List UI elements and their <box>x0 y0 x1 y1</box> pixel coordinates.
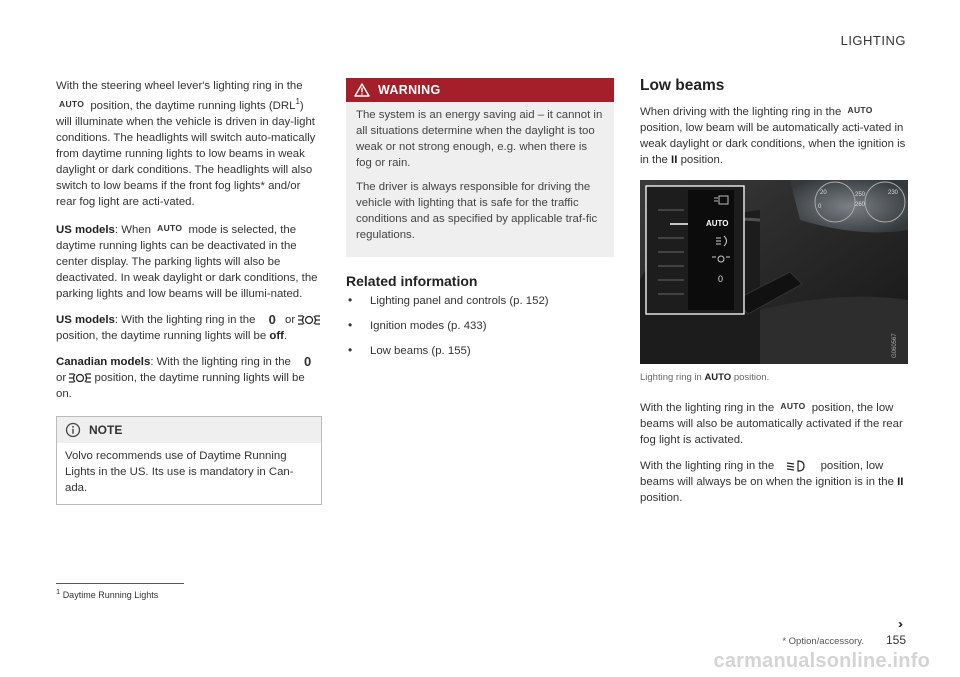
low-beam-icon <box>787 460 813 472</box>
us1-text-b: mode is selected, the daytime running lights can be deactivated in the center display. The parking lights will also be deactivated. In weak daylight or dark conditions, the parking lights and low beams will be illumi-nated. <box>56 224 318 300</box>
lb3-text-a: With the lighting ring in the <box>640 460 775 472</box>
next-page-arrows[interactable]: ›› <box>898 617 900 631</box>
lb2-text-a: With the lighting ring in the <box>640 402 775 414</box>
lb1-text-b: position, low beam will be automatically acti-vated in weak daylight or dark conditions, when the ignition is in the <box>640 122 906 166</box>
footnote-divider <box>56 583 184 584</box>
caption-auto: AUTO <box>704 372 732 383</box>
ca-or: or <box>56 372 67 385</box>
gauge-label: 0 <box>818 204 822 210</box>
gauge-label: 230 <box>888 190 899 196</box>
low-beams-paragraph-3 <box>640 458 908 506</box>
ring-label-auto: AUTO <box>706 219 729 228</box>
ring-label-zero: 0 <box>718 274 724 284</box>
us2-text-b: position, the daytime running lights will be <box>56 330 267 343</box>
low-beams-paragraph-1 <box>640 102 908 168</box>
note-title: NOTE <box>89 423 123 438</box>
note-header <box>57 417 321 443</box>
us2-end: . <box>283 330 288 343</box>
warning-body <box>346 102 614 257</box>
warning-box <box>346 78 614 257</box>
warning-paragraph-1: The system is an energy saving aid – it cannot in all situations determine when the daylight is too weak or not strong enough, e.g. when there is fog or rain. <box>356 109 603 169</box>
caption-text-b: position. <box>733 372 770 383</box>
us-models-paragraph-2 <box>56 312 322 344</box>
us1-text-a: : When <box>114 224 151 236</box>
parking-light-icon <box>298 314 320 326</box>
related-link-ignition-modes[interactable]: • Ignition modes (p. 433) <box>346 318 614 334</box>
info-icon <box>65 422 81 438</box>
canadian-models-label: Canadian models <box>56 356 151 369</box>
column-right <box>640 78 908 516</box>
ca-text-a: : With the lighting ring in the <box>150 356 291 369</box>
related-link-low-beams[interactable]: • Low beams (p. 155) <box>346 343 614 359</box>
warning-paragraph-2: The driver is always responsible for driving the vehicle with lighting that is safe for the traffic conditions and as specified by applicable traf-fic regulations. <box>356 181 598 241</box>
zero-symbol: 0 <box>304 354 312 370</box>
related-list <box>346 293 614 359</box>
zero-symbol: 0 <box>268 312 276 327</box>
caption-text-a: Lighting ring in <box>640 372 702 383</box>
steering-lever-illustration <box>640 180 908 364</box>
image-code: G060567 <box>892 333 898 358</box>
low-beams-paragraph-2 <box>640 398 908 448</box>
related-information-title: Related information <box>346 273 478 289</box>
photo-caption <box>640 370 908 386</box>
related-link-lighting-panel[interactable]: • Lighting panel and controls (p. 152) <box>346 293 614 309</box>
lb2-text-b: position, the low beams will also be automatically activated if the rear fog light is activated. <box>640 402 903 446</box>
gauge-label: 20 <box>820 190 827 196</box>
note-box <box>56 416 322 505</box>
lb1-text-a: When driving with the lighting ring in the <box>640 106 842 118</box>
option-accessory-note: * Option/accessory. <box>782 636 864 647</box>
note-text: Volvo recommends use of Daytime Running Lights in the US. Its use is mandatory in Can-ada. <box>65 450 294 495</box>
footnote-number: 1 <box>56 587 61 596</box>
us-models-label: US models <box>56 314 115 327</box>
lb1-text-c: position. <box>680 154 723 166</box>
lighting-ring-photo <box>640 180 908 364</box>
warning-triangle-icon <box>354 83 370 97</box>
column-middle <box>346 78 614 368</box>
off-label: off <box>269 330 284 343</box>
footnote-text: Daytime Running Lights <box>62 590 159 600</box>
auto-symbol: AUTO <box>157 223 183 233</box>
ca-text-b: position, the daytime running lights will be on. <box>56 372 305 401</box>
warning-title: WARNING <box>378 83 441 97</box>
ignition-ii-label: II <box>671 154 678 166</box>
drl-paragraph <box>56 78 322 210</box>
parking-light-icon <box>69 372 91 384</box>
warning-header <box>346 78 614 102</box>
gauge-label: 260 <box>855 202 866 208</box>
us2-text-a: : With the lighting ring in the <box>114 314 256 327</box>
ignition-ii-label: II <box>897 476 904 488</box>
low-beams-heading: Low beams <box>640 77 725 94</box>
watermark: carmanualsonline.info <box>713 650 930 672</box>
us2-or: or <box>285 314 296 327</box>
lb3-text-b: position, low beams will always be on when the ignition is in the <box>640 460 894 488</box>
gauge-label: 250 <box>855 192 866 198</box>
page-number: 155 <box>885 633 906 647</box>
auto-symbol: AUTO <box>780 401 806 411</box>
drl-text-a: With the steering wheel lever's lighting ring in the <box>56 80 303 92</box>
drl-text-c: ) will illuminate when the vehicle is driven in day-light conditions. The headlights will switch auto-matically from daytime running lights to low beams in weak daylight or dark conditions. The headlights will also switch to low beams if the front fog lights* and/or rear fog light are acti-vated. <box>56 100 316 208</box>
footnote <box>56 587 158 600</box>
lb3-text-c: position. <box>640 492 683 504</box>
drl-text-b: position, the daytime running lights (DRL <box>90 100 296 112</box>
us-models-paragraph-1 <box>56 220 322 302</box>
section-title: LIGHTING <box>840 33 906 48</box>
column-left <box>56 78 322 505</box>
us-models-label: US models <box>56 224 115 236</box>
auto-symbol: AUTO <box>59 99 85 109</box>
canadian-models-paragraph <box>56 354 322 402</box>
footnote-ref: 1 <box>295 97 300 106</box>
auto-symbol: AUTO <box>847 105 873 115</box>
